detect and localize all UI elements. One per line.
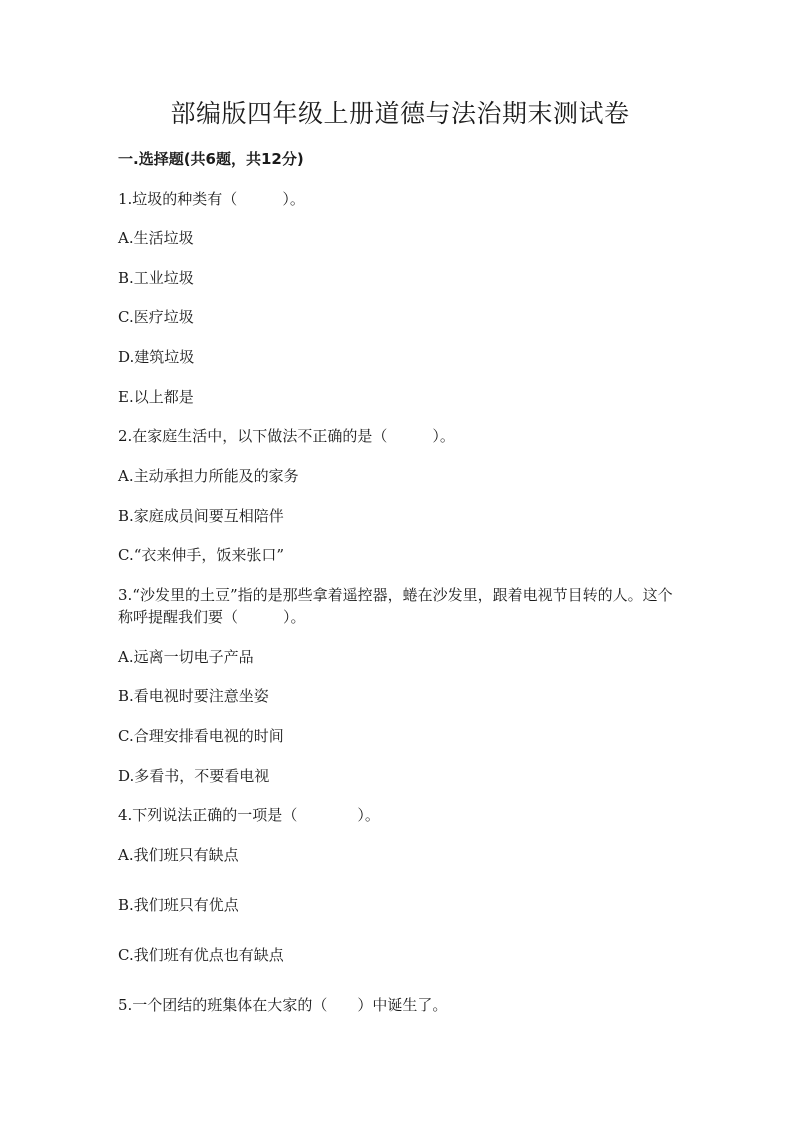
question-4-option-b: B.我们班只有优点 [118,896,239,914]
question-3-stem: 3.“沙发里的土豆”指的是那些拿着遥控器，蜷在沙发里，跟着电视节目转的人。这个称呼提醒我们要（ ）。 [118,586,673,626]
question-3-option-c: C.合理安排看电视的时间 [118,727,284,745]
question-1-option-d: D.建筑垃圾 [118,348,195,366]
question-2-option-c: C.“衣来伸手，饭来张口” [118,546,285,564]
question-4-stem: 4.下列说法正确的一项是（ ）。 [118,806,380,824]
question-5-stem: 5.一个团结的班集体在大家的（ ）中诞生了。 [118,996,448,1014]
question-1-option-a: A.生活垃圾 [118,229,194,247]
question-1-option-e: E.以上都是 [118,388,194,406]
question-3-option-b: B.看电视时要注意坐姿 [118,687,269,705]
question-1-option-c: C.医疗垃圾 [118,308,194,326]
question-2-option-a: A.主动承担力所能及的家务 [118,467,299,485]
question-3-option-a: A.远离一切电子产品 [118,648,254,666]
question-4-option-a: A.我们班只有缺点 [118,846,239,864]
question-1-option-b: B.工业垃圾 [118,269,194,287]
question-2-option-b: B.家庭成员间要互相陪伴 [118,507,284,525]
document-title: 部编版四年级上册道德与法治期末测试卷 [170,99,630,128]
question-3-option-d: D.多看书，不要看电视 [118,767,270,785]
question-4-option-c: C.我们班有优点也有缺点 [118,946,284,964]
section-heading: 一.选择题(共6题，共12分) [118,150,304,168]
question-1-stem: 1.垃圾的种类有（ ）。 [118,190,305,208]
question-2-stem: 2.在家庭生活中，以下做法不正确的是（ ）。 [118,427,455,445]
